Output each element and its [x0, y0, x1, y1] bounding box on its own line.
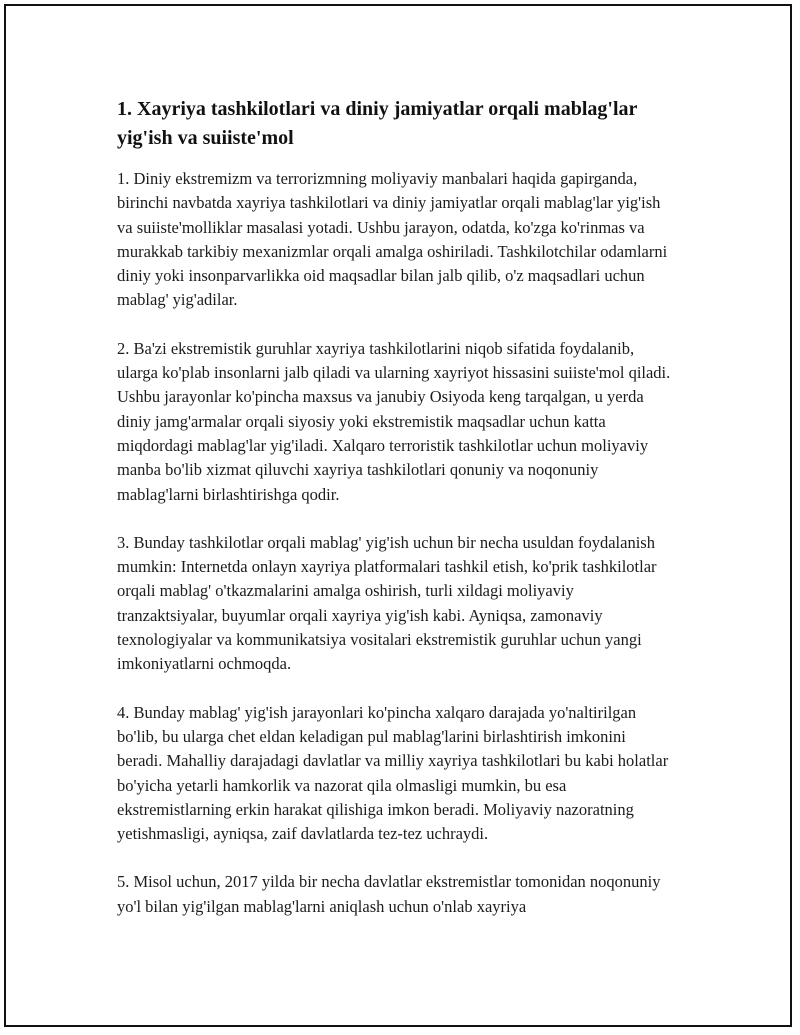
- document-body: [117, 95, 672, 943]
- section-heading: 1. Xayriya tashkilotlari va diniy jamiyatlar orqali mablag'lar yig'ish va suiiste'mol: [117, 98, 638, 149]
- paragraph-3: 3. Bunday tashkilotlar orqali mablag' yig'ish uchun bir necha usuldan foydalanish mumkin: Internetda onlayn xayriya platformalari tashkil etish, ko'prik tashkilotlar orqali mablag' o'tkazmalarini amalga oshirish, turli xildagi moliyaviy tranzaktsiyalar, buyumlar orqali xayriya yig'ish kabi. Ayniqsa, zamonaviy texnologiyalar va kommunikatsiya vositalari ekstremistik guruhlar uchun yangi imkoniyatlarni ochmoqda.: [117, 532, 657, 674]
- paragraph-4: 4. Bunday mablag' yig'ish jarayonlari ko'pincha xalqaro darajada yo'naltirilgan bo'lib, bu ularga chet eldan keladigan pul mablag'larini birlashtirish imkonini beradi. Mahalliy darajadagi davlatlar va milliy xayriya tashkilotlari bu kabi holatlar bo'yicha yetarli hamkorlik va nazorat qila olmasligi mumkin, bu esa ekstremistlarning erkin harakat qilishiga imkon beradi. Moliyaviy nazoratning yetishmasligi, ayniqsa, zaif davlatlarda tez-tez uchraydi.: [117, 702, 669, 844]
- paragraph-2: 2. Ba'zi ekstremistik guruhlar xayriya tashkilotlarini niqob sifatida foydalanib, ularga ko'plab insonlarni jalb qiladi va ularning xayriyot hissasini suiiste'mol qiladi. Ushbu jarayonlar ko'pincha maxsus va janubiy Osiyoda keng tarqalgan, u yerda diniy jamg'armalar orqali siyosiy yoki ekstremistik maqsadlar uchun katta miqdordagi mablag'lar yig'iladi. Xalqaro terroristik tashkilotlar uchun moliyaviy manba bo'lib xizmat qiluvchi xayriya tashkilotlari qonuniy va noqonuniy mablag'larni birlashtirishga qodir.: [117, 338, 671, 504]
- paragraph-5: 5. Misol uchun, 2017 yilda bir necha davlatlar ekstremistlar tomonidan noqonuniy yo'l bilan yig'ilgan mablag'larni aniqlash uchun o'nlab xayriya: [117, 872, 661, 916]
- paragraph-1: 1. Diniy ekstremizm va terrorizmning moliyaviy manbalari haqida gapirganda, birinchi navbatda xayriya tashkilotlari va diniy jamiyatlar orqali mablag'lar yig'ish va suiiste'molliklar masalasi yotadi. Ushbu jarayon, odatda, ko'zga ko'rinmas va murakkab tarkibiy mexanizmlar orqali amalga oshiriladi. Tashkilotchilar odamlarni diniy yoki insonparvarlikka oid maqsadlar bilan jalb qilib, o'z maqsadlari uchun mablag' yig'adilar.: [117, 169, 668, 310]
